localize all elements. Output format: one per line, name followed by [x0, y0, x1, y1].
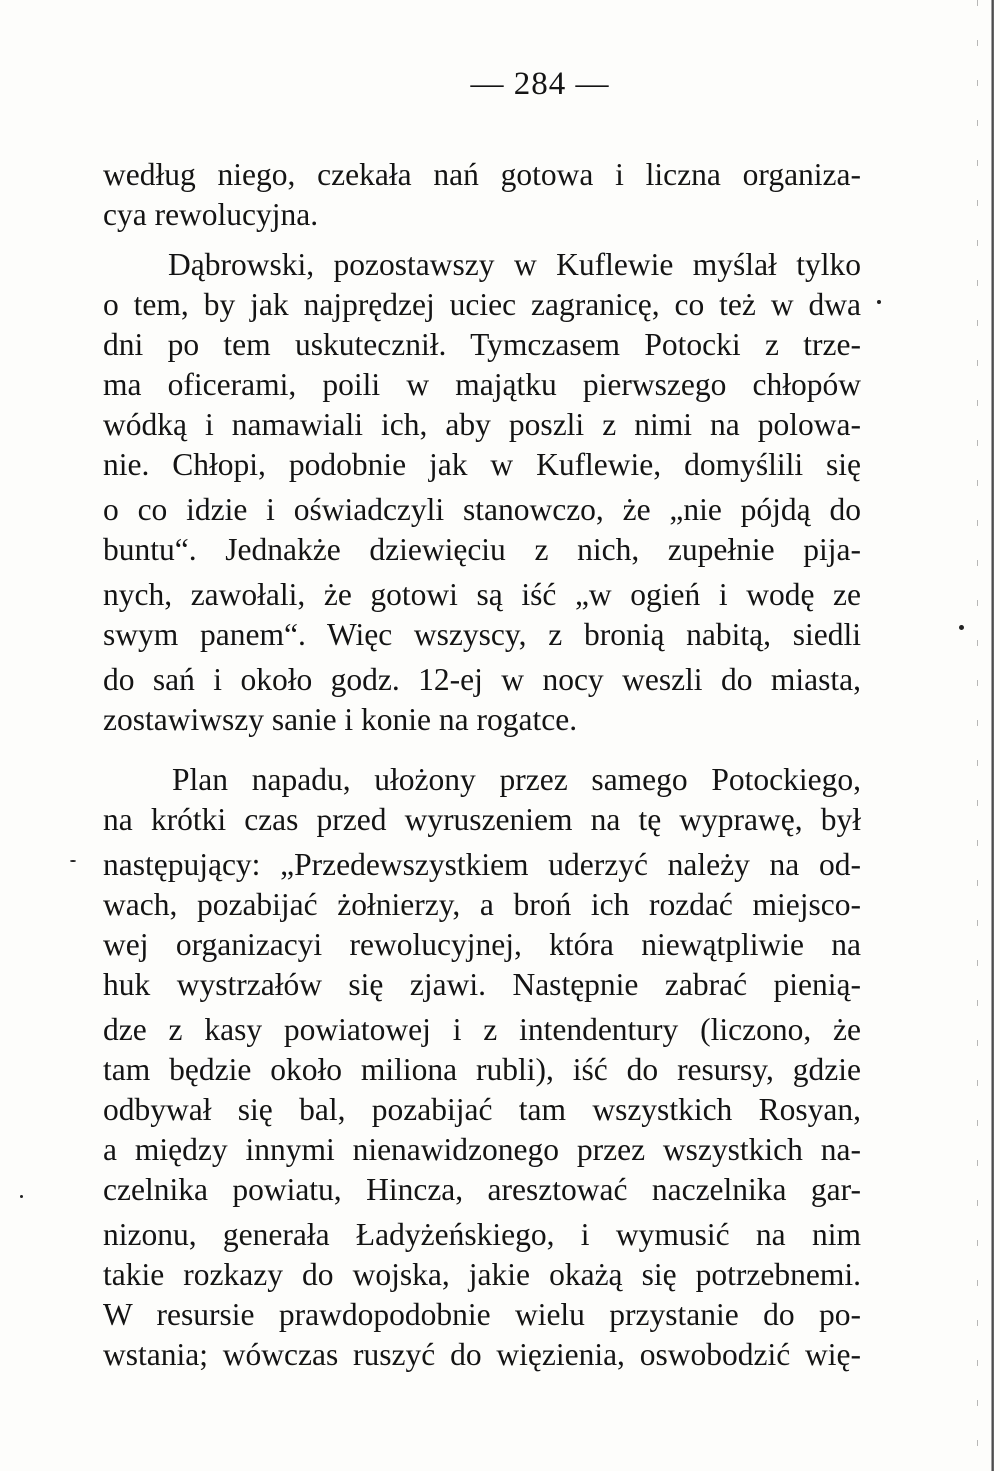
ink-speck — [877, 300, 881, 304]
text-line: a między innymi nienawidzonego przez wszystkich na- — [103, 1132, 861, 1167]
text-line: wej organizacyi rewolucyjnej, która niewątpliwie na — [103, 927, 861, 962]
text-line: swym panem“. Więc wszyscy, z bronią nabitą, siedli — [103, 617, 861, 652]
ink-speck — [70, 860, 76, 862]
text-line: wstania; wówczas ruszyć do więzienia, oswobodzić wię- — [103, 1337, 861, 1372]
text-line: takie rozkazy do wojska, jakie okażą się potrzebnemi. — [103, 1257, 861, 1292]
text-line: tam będzie około miliona rubli), iść do resursy, gdzie — [103, 1052, 861, 1087]
page-number: — 284 — — [470, 66, 610, 102]
text-line: huk wystrzałów się zjawi. Następnie zabrać pienią- — [103, 967, 861, 1002]
text-line: cya rewolucyjna. — [103, 197, 319, 232]
text-line: wódką i namawiali ich, aby poszli z nimi na polowa- — [103, 407, 861, 442]
text-line: wach, pozabijać żołnierzy, a broń ich rozdać miejsco- — [103, 887, 861, 922]
text-line: nizonu, generała Ładyżeńskiego, i wymusić na nim — [103, 1217, 861, 1252]
text-line: o tem, by jak najprędzej uciec zagranicę, co też w dwa — [103, 287, 861, 322]
page-edge-marks — [977, 0, 978, 1471]
text-line: zostawiwszy sanie i konie na rogatce. — [103, 702, 578, 737]
text-line: Dąbrowski, pozostawszy w Kuflewie myślał tylko — [168, 247, 861, 282]
text-line: dni po tem uskutecznił. Tymczasem Potocki z trze- — [103, 327, 861, 362]
text-line: W resursie prawdopodobnie wielu przystanie do po- — [103, 1297, 861, 1332]
text-line: ma oficerami, poili w majątku pierwszego chłopów — [103, 367, 861, 402]
ink-speck — [959, 625, 964, 630]
page-edge-shadow — [991, 0, 994, 1471]
text-line: następujący: „Przedewszystkiem uderzyć należy na od- — [103, 847, 861, 882]
text-line: o co idzie i oświadczyli stanowczo, że „nie pójdą do — [103, 492, 861, 527]
text-line: według niego, czekała nań gotowa i liczna organiza- — [103, 157, 861, 192]
ink-speck — [20, 1195, 23, 1198]
text-line: odbywał się bal, pozabijać tam wszystkich Rosyan, — [103, 1092, 861, 1127]
text-line: do sań i około godz. 12-ej w nocy weszli do miasta, — [103, 662, 861, 697]
text-line: dze z kasy powiatowej i z intendentury (liczono, że — [103, 1012, 861, 1047]
text-line: nych, zawołali, że gotowi są iść „w ogień i wodę ze — [103, 577, 861, 612]
text-line: czelnika powiatu, Hincza, aresztować naczelnika gar- — [103, 1172, 861, 1207]
text-line: nie. Chłopi, podobnie jak w Kuflewie, domyślili się — [103, 447, 861, 482]
text-line: buntu“. Jednakże dziewięciu z nich, zupełnie pija- — [103, 532, 861, 567]
text-line: na krótki czas przed wyruszeniem na tę wyprawę, był — [103, 802, 861, 837]
text-line: Plan napadu, ułożony przez samego Potockiego, — [172, 762, 861, 797]
